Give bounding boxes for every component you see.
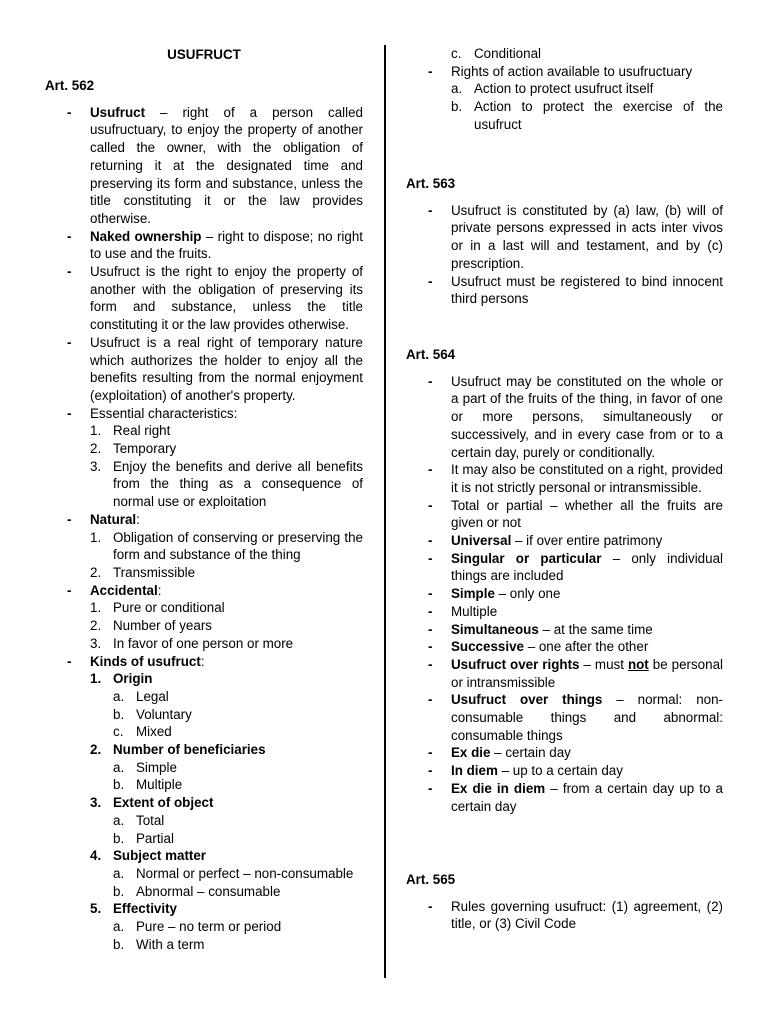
kinds-list — [90, 670, 363, 953]
list-item: a. Simple — [113, 759, 177, 775]
list-item: - Universal – if over entire patrimony — [406, 532, 723, 550]
list-item: b. With a term — [113, 936, 205, 952]
natural-list — [90, 529, 363, 582]
art-563-heading: Art. 563 — [406, 176, 456, 191]
list-item: - Usufruct may be constituted on the whole or a part of the fruits of the thing, in favor of one or more persons, simultaneously or successively, and in every case from or to a certain day, purely or conditionally. — [406, 373, 723, 462]
list-item: - Successive – one after the other — [406, 638, 723, 656]
list-item: - Naked ownership – right to dispose; no right to use and the fruits. — [45, 228, 363, 263]
list-item: - Ex die in diem – from a certain day up to a certain day — [406, 780, 723, 815]
list-item: - Usufruct is the right to enjoy the property of another with the obligation of preserving its form and substance, unless the title constituting it or the law provides otherwise. — [45, 263, 363, 334]
list-item: 1. Origin a. Legal b. Voluntary c. Mixed — [90, 670, 363, 741]
art-562-continuation — [406, 45, 723, 134]
art-564-heading: Art. 564 — [406, 347, 456, 362]
list-item: - Total or partial – whether all the fruits are given or not — [406, 497, 723, 532]
list-item: - Usufruct is constituted by (a) law, (b) will of private persons expressed in acts inter vivos or in a last will and testament, and by (c) prescription. — [406, 202, 723, 273]
list-item: - It may also be constituted on a right, provided it is not strictly personal or intransmissible. — [406, 461, 723, 496]
list-item: - Natural: 1. Obligation of conserving or preserving the form and substance of the thing 2. Transmissible — [45, 511, 363, 582]
list-item: a. Legal — [113, 688, 169, 704]
list-item: c. Mixed — [113, 724, 172, 740]
list-item: 2. Temporary — [90, 441, 177, 457]
list-item: 2. Transmissible — [90, 564, 196, 580]
list-item: b. Action to protect the exercise of the usufruct — [451, 99, 723, 132]
list-item: 3. In favor of one person or more — [90, 635, 294, 651]
list-item: 4. Subject matter a. Normal or perfect – non-consumable b. Abnormal – consumable — [90, 847, 363, 900]
list-item: 1. Real right — [90, 423, 171, 439]
list-item: - Usufruct – right of a person called usufructuary, to enjoy the property of another called the owner, with the obligation of returning it at the designated time and preserving its form and substance, unless the title constituting it or the law provides otherwise. — [45, 104, 363, 228]
list-item: - Kinds of usufruct: 1. Origin a. Legal b. Voluntary c. Mixed 2. Number of beneficiaries a. Simple b. Multiple 3. Extent of object a. Total b. Partial 4. Subject matter a. Normal or perfect – non-consumable b. Abnormal – consumable 5. Effectivity a. Pure – no term or period b. With a term — [45, 653, 363, 954]
accidental-list — [90, 599, 363, 652]
list-item: 3. Enjoy the benefits and derive all benefits from the thing as a consequence of normal use or exploitation — [90, 458, 363, 510]
list-item: b. Multiple — [113, 777, 183, 793]
list-item: - Usufruct is a real right of temporary nature which authorizes the holder to enjoy all the benefits resulting from the normal enjoyment (exploitation) of another's property. — [45, 334, 363, 405]
list-item: a. Total — [113, 812, 165, 828]
list-item: a. Normal or perfect – non-consumable — [113, 865, 354, 881]
list-item: 5. Effectivity a. Pure – no term or period b. With a term — [90, 900, 363, 953]
list-item: - Simultaneous – at the same time — [406, 621, 723, 639]
list-item: 2. Number of years — [90, 618, 212, 634]
art-562-section — [45, 77, 363, 953]
list-item: 3. Extent of object a. Total b. Partial — [90, 794, 363, 847]
list-item: - Essential characteristics: 1. Real right 2. Temporary 3. Enjoy the benefits and derive all benefits from the thing as a consequence of normal use or exploitation — [45, 405, 363, 511]
list-item: - Usufruct over rights – must not be personal or intransmissible — [406, 656, 723, 691]
art-563-section — [406, 175, 723, 308]
list-item: b. Voluntary — [113, 706, 192, 722]
list-item: - Usufruct over things – normal: non-consumable things and abnormal: consumable things — [406, 691, 723, 744]
page-title: USUFRUCT — [167, 47, 241, 62]
list-item: - Accidental: 1. Pure or conditional 2. Number of years 3. In favor of one person or more — [45, 582, 363, 653]
list-item: - Rights of action available to usufructuary a. Action to protect usufruct itself b. Action to protect the exercise of the usufruct — [406, 63, 723, 134]
list-item: - Simple – only one — [406, 585, 723, 603]
essential-list — [90, 422, 363, 511]
list-item: - Rules governing usufruct: (1) agreement, (2) title, or (3) Civil Code — [406, 898, 723, 933]
list-item: b. Partial — [113, 830, 174, 846]
list-item: c. Conditional — [451, 46, 541, 61]
list-item: 2. Number of beneficiaries a. Simple b. Multiple — [90, 741, 363, 794]
list-item: - Ex die – certain day — [406, 744, 723, 762]
art-562-heading: Art. 562 — [45, 78, 95, 93]
list-item: - In diem – up to a certain day — [406, 762, 723, 780]
rights-action-list — [451, 80, 723, 133]
list-item: - Singular or particular – only individual things are included — [406, 550, 723, 585]
art-565-section — [406, 871, 723, 933]
list-item: - Multiple — [406, 603, 723, 621]
list-item: - Usufruct must be registered to bind innocent third persons — [406, 273, 723, 308]
column-divider — [384, 45, 386, 978]
list-item: b. Abnormal – consumable — [113, 883, 281, 899]
list-item: a. Action to protect usufruct itself — [451, 81, 654, 97]
list-item: 1. Obligation of conserving or preserving the form and substance of the thing — [90, 529, 363, 563]
art-564-section — [406, 346, 723, 815]
art-562-list — [45, 104, 363, 954]
list-item: 1. Pure or conditional — [90, 600, 225, 616]
list-item: a. Pure – no term or period — [113, 919, 282, 935]
art-565-heading: Art. 565 — [406, 872, 456, 887]
